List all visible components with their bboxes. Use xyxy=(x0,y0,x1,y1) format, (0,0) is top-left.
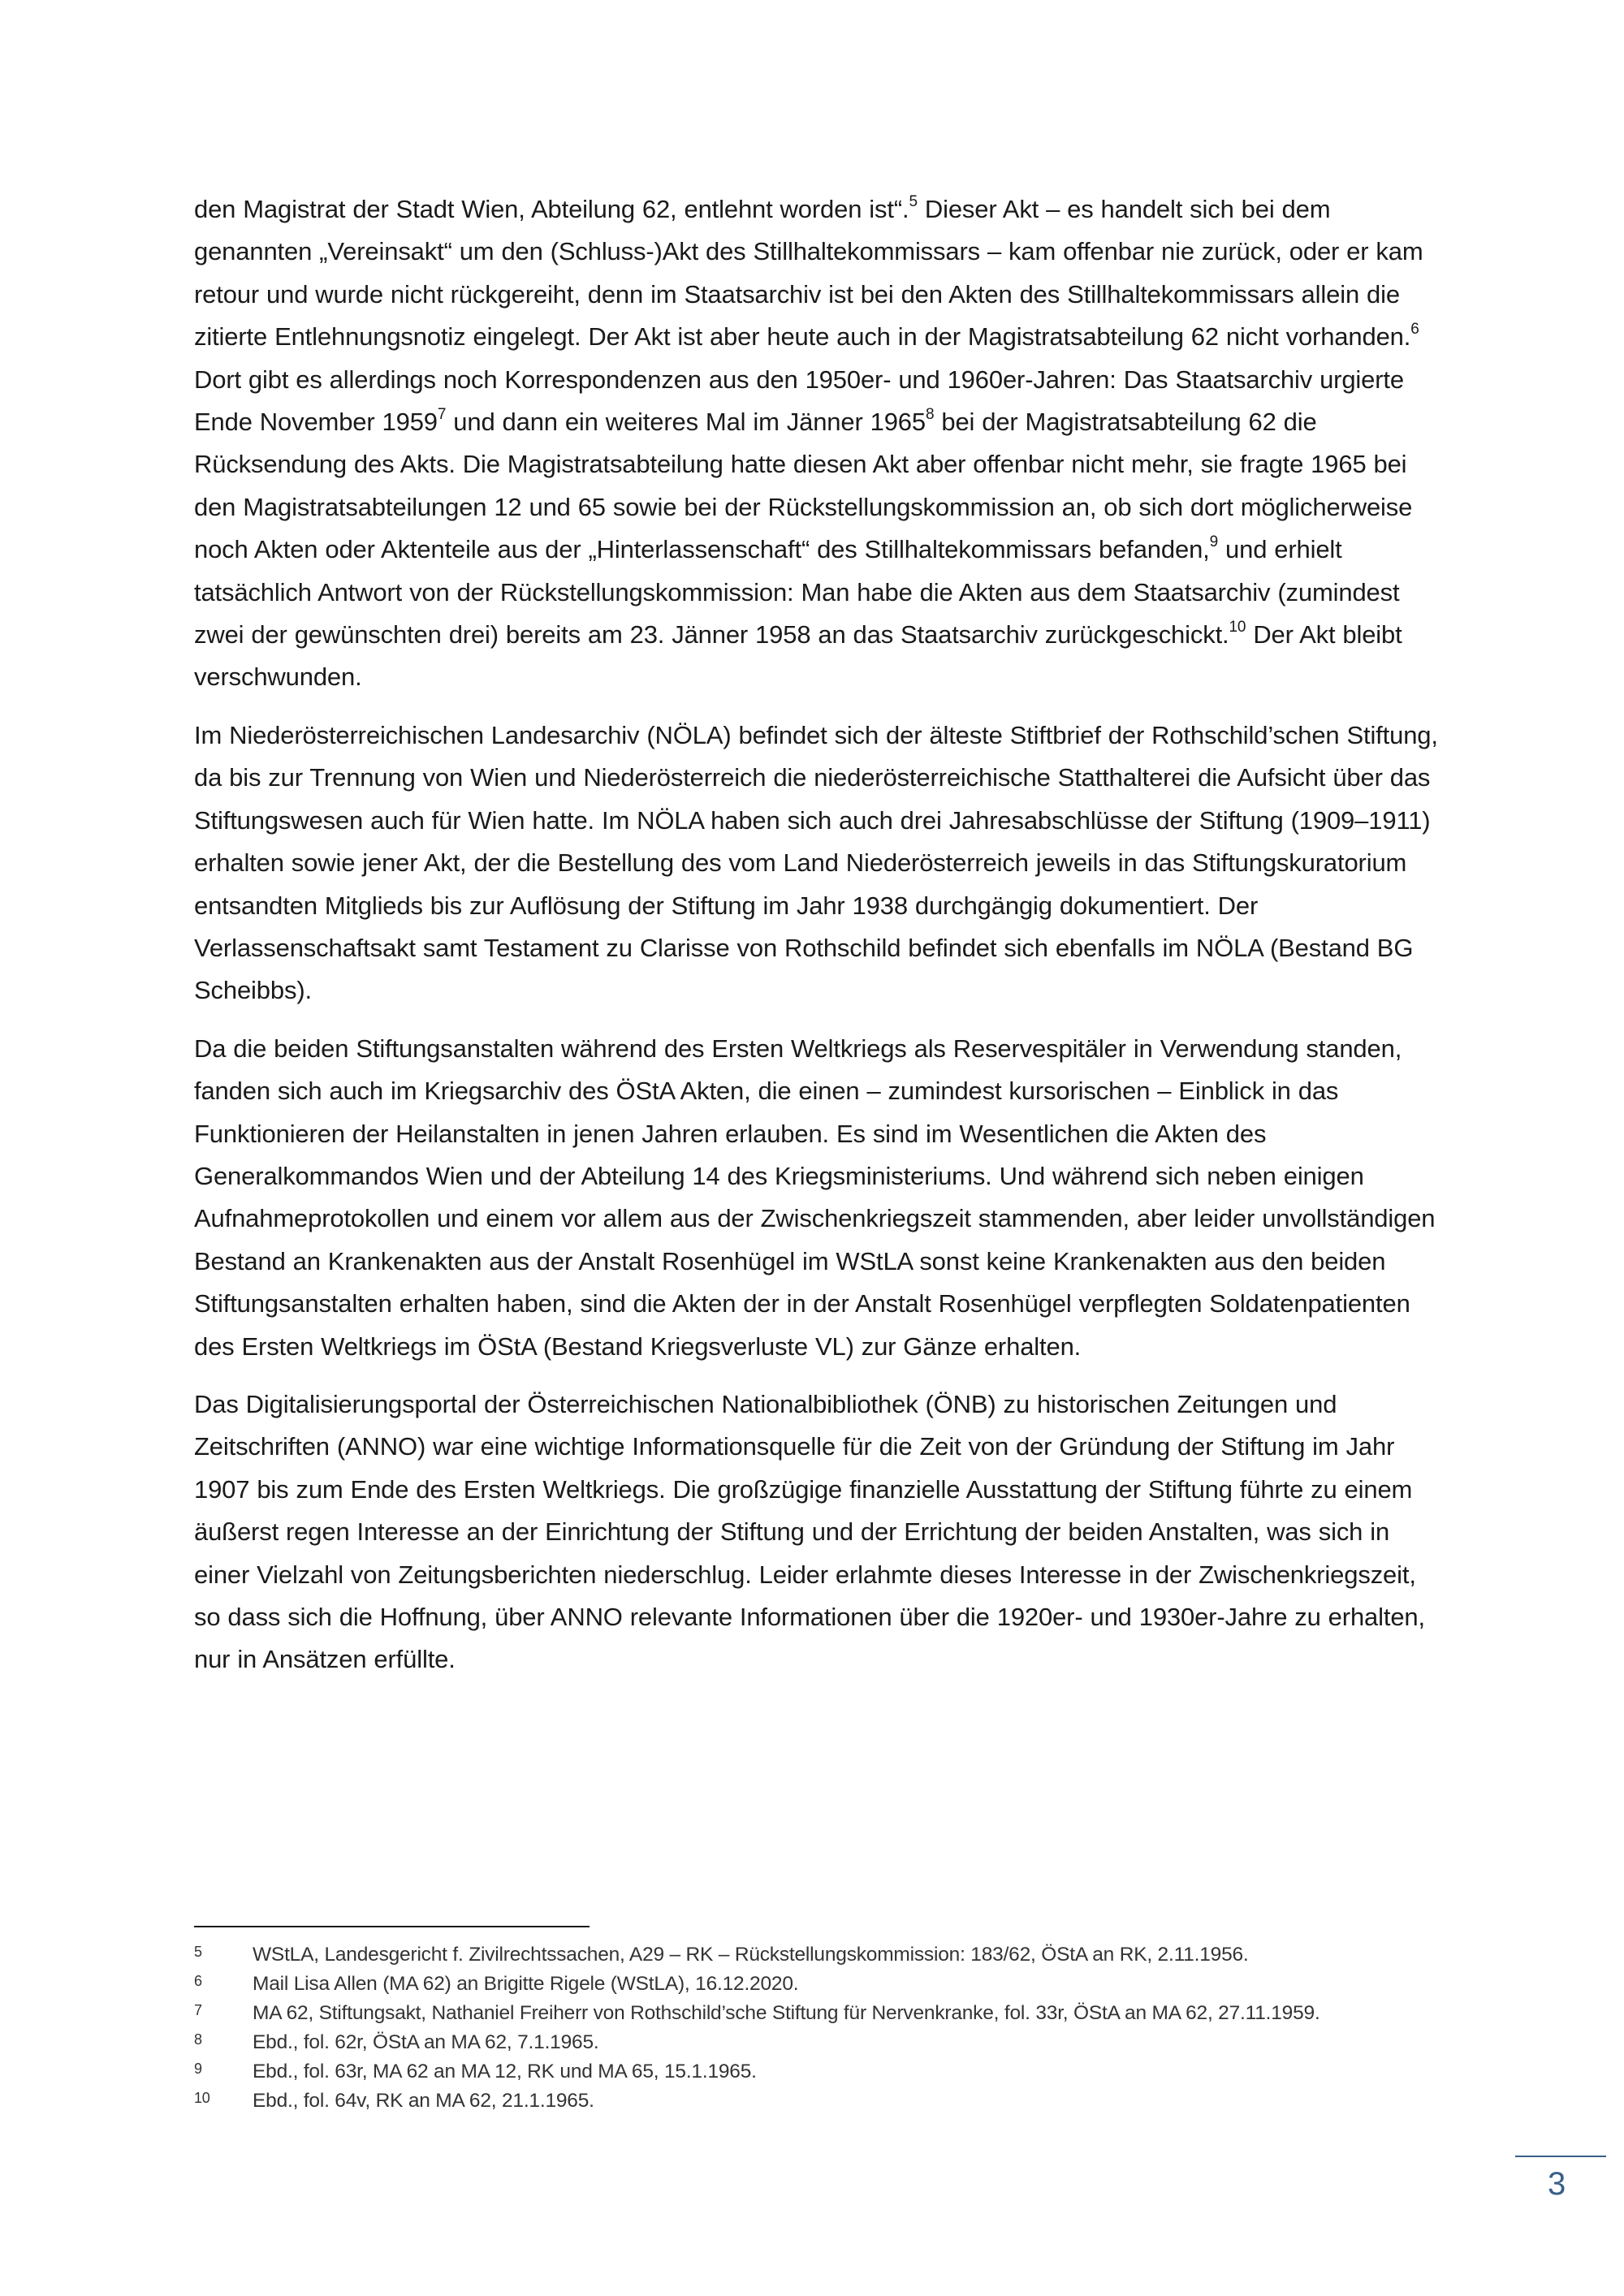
footnote-number: 9 xyxy=(194,2061,202,2077)
footnote-number: 8 xyxy=(194,2031,202,2048)
footnote-number: 5 xyxy=(194,1944,202,1960)
footnote-reference: 5 xyxy=(909,193,918,210)
footnote-reference: 9 xyxy=(1209,533,1219,551)
footnote-separator xyxy=(194,1926,590,1927)
footnote-7 xyxy=(194,2001,1445,2026)
footnote-reference: 7 xyxy=(437,406,447,424)
text-run: Da die beiden Stiftungsanstalten während des Ersten Weltkriegs als Reservespitäler in Verwendung standen, fanden sich auch im Kriegsarchiv des ÖStA Akten, die einen – zumindest kursorischen – Einblick in das Funktionieren der Heilanstalten in jenen Jahren erlauben. Es sind im Wesentlichen die Akten des Generalkommandos Wien und der Abteilung 14 des Kriegsministeriums. Und während sich neben einigen Aufnahmeprotokollen und einem vor allem aus der Zwischenkriegszeit stammenden, aber leider unvollständigen Bestand an Krankenakten aus der Anstalt Rosenhügel im WStLA sonst keine Krankenakten aus den beiden Stiftungsanstalten erhalten haben, sind die Akten der in der Anstalt Rosenhügel verpflegten Soldatenpatienten des Ersten Weltkriegs im ÖStA (Bestand Kriegsverluste VL) zur Gänze erhalten. xyxy=(194,1034,1436,1361)
text-run: Das Digitalisierungsportal der Österreichischen Nationalbibliothek (ÖNB) zu historischen Zeitungen und Zeitschriften (ANNO) war eine wichtige Informationsquelle für die Zeit von der Gründung der Stiftung im Jahr 1907 bis zum Ende des Ersten Weltkriegs. Die großzügige finanzielle Ausstattung der Stiftung führte zu einem äußerst regen Interesse an der Einrichtung der Stiftung und der Errichtung der beiden Anstalten, was sich in einer Vielzahl von Zeitungsberichten niederschlug. Leider erlahmte dieses Interesse in der Zwischenkriegszeit, so dass sich die Hoffnung, über ANNO relevante Informationen über die 1920er- und 1930er-Jahre zu erhalten, nur in Ansätzen erfüllte. xyxy=(194,1389,1425,1674)
text-run: Dort gibt es allerdings noch Korrespondenzen aus den 1950er- und 1960er-Jahren: Das Staatsarchiv urgierte Ende November 1959 xyxy=(194,365,1404,437)
footnote-text: Ebd., fol. 63r, MA 62 an MA 12, RK und MA 65, 15.1.1965. xyxy=(253,2061,757,2082)
footnote-reference: 10 xyxy=(1229,619,1246,637)
footnote-text: MA 62, Stiftungsakt, Nathaniel Freiherr von Rothschild’sche Stiftung für Nervenkranke, fol. 33r, ÖStA an MA 62, 27.11.1959. xyxy=(253,2002,1320,2024)
footnote-text: Ebd., fol. 64v, RK an MA 62, 21.1.1965. xyxy=(253,2090,594,2112)
footnote-number: 6 xyxy=(194,1973,202,1989)
body-paragraph-2 xyxy=(194,714,1445,1012)
footnote-reference: 6 xyxy=(1410,321,1419,339)
text-run: und erhielt tatsächlich Antwort von der Rückstellungskommission: Man habe die Akten aus dem Staatsarchiv (zumindest zwei der gewünschten drei) bereits am 23. Jänner 1958 an das Staatsarchiv zurückgeschickt. xyxy=(194,535,1400,650)
footnotes xyxy=(194,1943,1445,2118)
page-number: 3 xyxy=(1548,2166,1566,2202)
footnote-text: Mail Lisa Allen (MA 62) an Brigitte Rigele (WStLA), 16.12.2020. xyxy=(253,1973,799,1995)
footnote-text: Ebd., fol. 62r, ÖStA an MA 62, 7.1.1965. xyxy=(253,2031,599,2053)
text-run: den Magistrat der Stadt Wien, Abteilung 62, entlehnt worden ist“. xyxy=(194,195,909,223)
footnote-number: 7 xyxy=(194,2002,202,2018)
page-body xyxy=(194,188,1445,1697)
footnote-reference: 8 xyxy=(925,406,935,424)
text-run: Im Niederösterreichischen Landesarchiv (NÖLA) befindet sich der älteste Stiftbrief der Rothschild’schen Stiftung, da bis zur Trennung von Wien und Niederösterreich die niederösterreichische Statthalterei die Aufsicht über das Stiftungswesen auch für Wien hatte. Im NÖLA haben sich auch drei Jahresabschlüsse der Stiftung (1909–1911) erhalten sowie jener Akt, der die Bestellung des vom Land Niederösterreich jeweils in das Stiftungskuratorium entsandten Mitglieds bis zur Auflösung der Stiftung im Jahr 1938 durchgängig dokumentiert. Der Verlassenschaftsakt samt Testament zu Clarisse von Rothschild befindet sich ebenfalls im NÖLA (Bestand BG Scheibbs). xyxy=(194,720,1438,1005)
body-paragraph-3 xyxy=(194,1028,1445,1368)
footnote-number: 10 xyxy=(194,2090,210,2106)
footnote-5 xyxy=(194,1943,1445,1967)
page-number-rule xyxy=(1515,2156,1606,2157)
footnote-6 xyxy=(194,1972,1445,1996)
body-paragraph-1 xyxy=(194,188,1445,699)
text-run: Der Akt bleibt verschwunden. xyxy=(194,620,1402,692)
text-run: Dieser Akt – es handelt sich bei dem genannten „Vereinsakt“ um den (Schluss-)Akt des Stillhaltekommissars – kam offenbar nie zurück, oder er kam retour und wurde nicht rückgereiht, denn im Staatsarchiv ist bei den Akten des Stillhaltekommissars allein die zitierte Entlehnungsnotiz eingelegt. Der Akt ist aber heute auch in der Magistratsabteilung 62 nicht vorhanden. xyxy=(194,195,1423,352)
text-run: und dann ein weiteres Mal im Jänner 1965 xyxy=(446,408,926,437)
footnote-10 xyxy=(194,2089,1445,2113)
footnote-9 xyxy=(194,2060,1445,2084)
text-run: bei der Magistratsabteilung 62 die Rücksendung des Akts. Die Magistratsabteilung hatte diesen Akt aber offenbar nicht mehr, sie fragte 1965 bei den Magistratsabteilungen 12 und 65 sowie bei der Rückstellungskommission an, ob sich dort möglicherweise noch Akten oder Aktenteile aus der „Hinterlassenschaft“ des Stillhaltekommissars befanden, xyxy=(194,408,1413,564)
body-paragraph-4 xyxy=(194,1383,1445,1681)
footnote-text: WStLA, Landesgericht f. Zivilrechtssachen, A29 – RK – Rückstellungskommission: 183/62, ÖStA an RK, 2.11.1956. xyxy=(253,1944,1249,1966)
footnote-8 xyxy=(194,2031,1445,2055)
